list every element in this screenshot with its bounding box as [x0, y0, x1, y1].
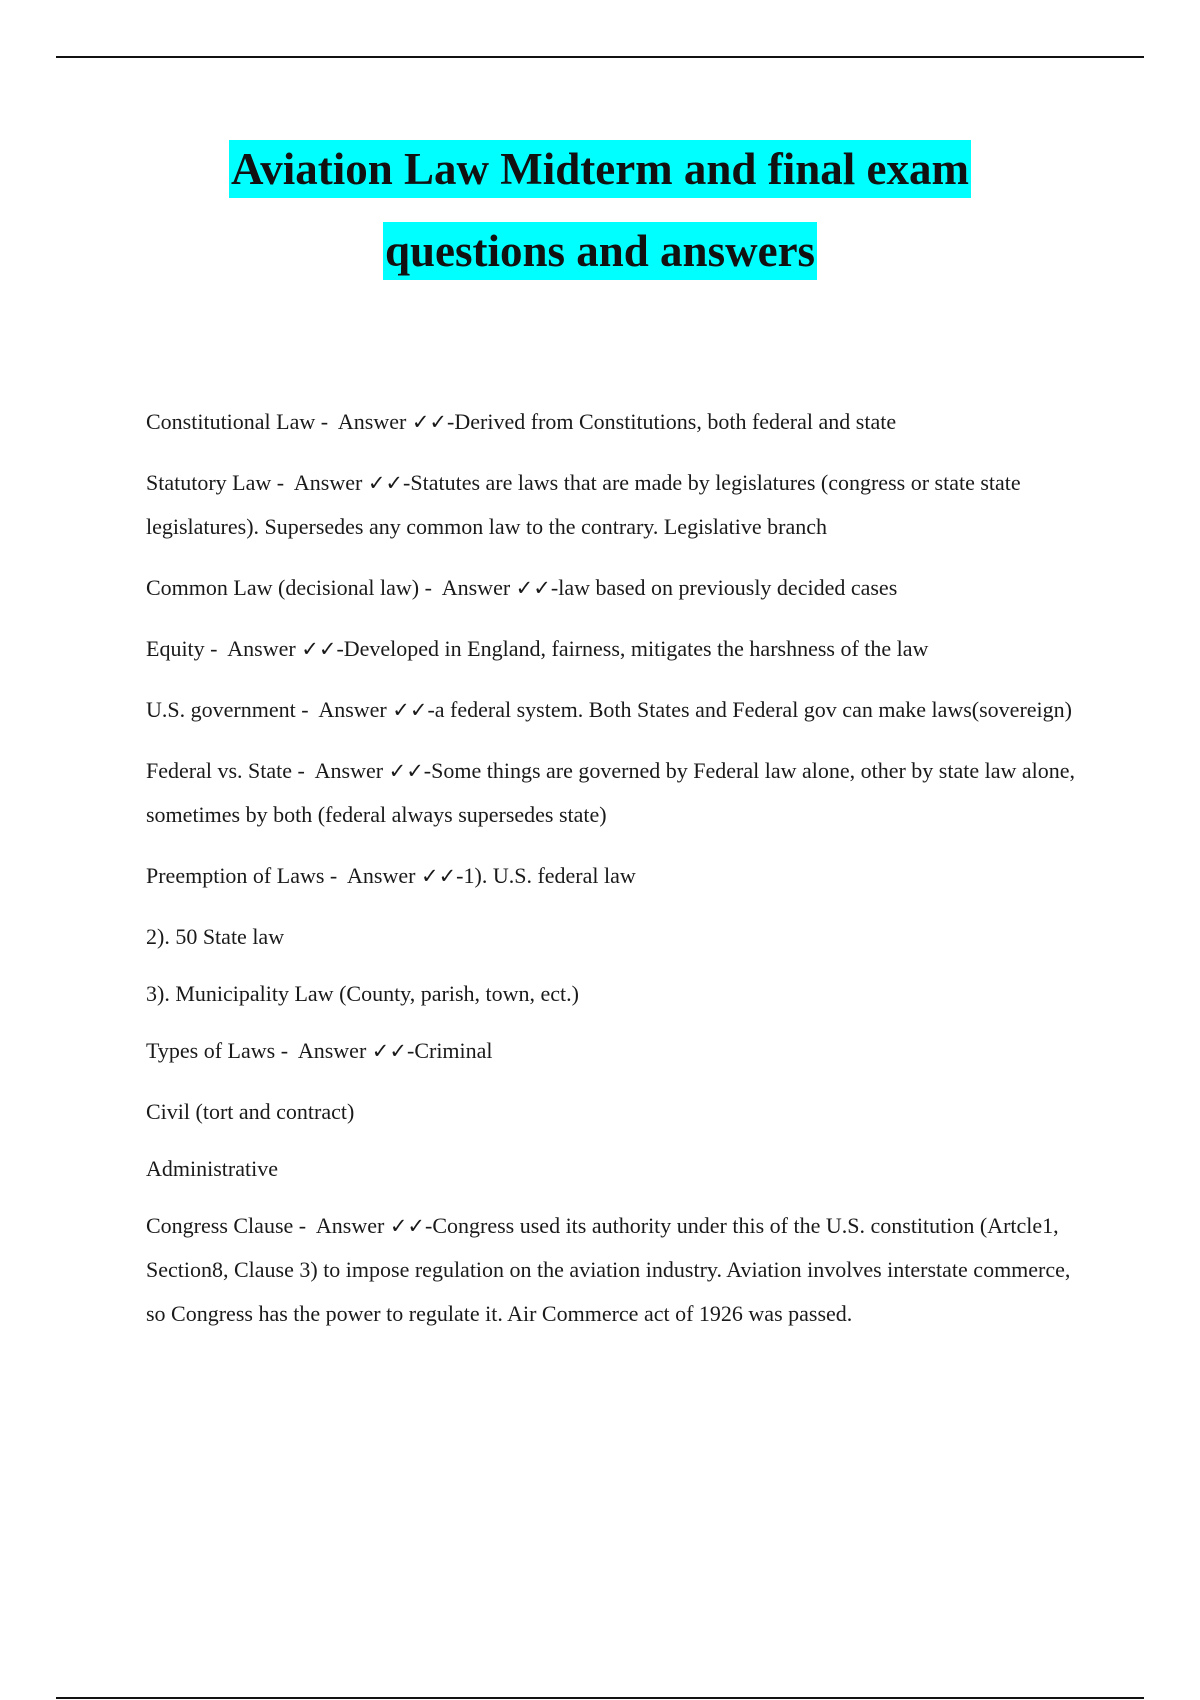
qa-entry: Federal vs. State - Answer ✓✓-Some things are governed by Federal law alone, other by state law alone, sometimes by both (federal always supersedes state): [146, 758, 1076, 827]
answer-label: Answer: [293, 470, 363, 495]
qa-term: Preemption of Laws: [146, 863, 325, 888]
qa-continuation: Civil (tort and contract): [146, 1099, 355, 1124]
double-check-icon: ✓✓: [411, 410, 448, 434]
qa-entry: Statutory Law - Answer ✓✓-Statutes are laws that are made by legislatures (congress or state state legislatures). Supersedes any common law to the contrary. Legislative branch: [146, 470, 1021, 539]
double-check-icon: ✓✓: [371, 1039, 407, 1063]
qa-answer: Some things are governed by Federal law alone, other by state law alone, sometimes by both (federal always supersedes state): [146, 758, 1076, 827]
qa-continuation: 2). 50 State law: [146, 924, 285, 949]
bottom-rule: [56, 1697, 1144, 1699]
qa-entry: Constitutional Law - Answer ✓✓-Derived from Constitutions, both federal and state: [146, 409, 897, 434]
double-check-icon: ✓✓: [515, 576, 551, 600]
answer-label: Answer: [318, 697, 387, 722]
qa-answer: a federal system. Both States and Federal gov can make laws(sovereign): [434, 697, 1072, 722]
answer-label: Answer: [347, 863, 416, 888]
document-title: [0, 140, 1200, 304]
qa-term: Types of Laws: [146, 1038, 276, 1063]
qa-continuation: Administrative: [146, 1156, 278, 1181]
answer-label: Answer: [441, 575, 511, 600]
qa-term: Congress Clause: [146, 1213, 294, 1238]
answer-label: Answer: [314, 758, 384, 783]
qa-entry: Common Law (decisional law) - Answer ✓✓-law based on previously decided cases: [146, 575, 898, 600]
qa-answer: 1). U.S. federal law: [463, 863, 636, 888]
qa-answer: Statutes are laws that are made by legislatures (congress or state state legislatures). Supersedes any common law to the contrary. Legislative branch: [146, 470, 1021, 539]
qa-entry: Congress Clause - Answer ✓✓-Congress used its authority under this of the U.S. constitution (Artcle1, Section8, Clause 3) to impose regulation on the aviation industry. Aviation involves interstate commerce, so Congress has the power to regulate it. Air Commerce act of 1926 was passed.: [146, 1213, 1071, 1326]
qa-list: [146, 400, 1076, 1353]
qa-term: Equity: [146, 636, 205, 661]
qa-entry: Equity - Answer ✓✓-Developed in England, fairness, mitigates the harshness of the law: [146, 636, 929, 661]
qa-answer: Developed in England, fairness, mitigates the harshness of the law: [343, 636, 929, 661]
qa-term: U.S. government: [146, 697, 296, 722]
double-check-icon: ✓✓: [301, 637, 337, 661]
answer-label: Answer: [315, 1213, 385, 1238]
answer-label: Answer: [297, 1038, 367, 1063]
qa-term: Federal vs. State: [146, 758, 293, 783]
title-line-1: Aviation Law Midterm and final exam: [229, 140, 971, 198]
qa-answer: Derived from Constitutions, both federal and state: [454, 409, 897, 434]
qa-entry: Preemption of Laws - Answer ✓✓-1). U.S. federal law: [146, 863, 636, 888]
qa-term: Common Law (decisional law): [146, 575, 420, 600]
qa-answer: Congress used its authority under this of the U.S. constitution (Artcle1, Section8, Clause 3) to impose regulation on the aviation industry. Aviation involves interstate commerce, so Congress has the power to regulate it. Air Commerce act of 1926 was passed.: [146, 1213, 1071, 1326]
answer-label: Answer: [227, 636, 296, 661]
qa-term: Statutory Law: [146, 470, 272, 495]
double-check-icon: ✓✓: [388, 759, 424, 783]
qa-answer: law based on previously decided cases: [558, 575, 898, 600]
qa-answer: Criminal: [414, 1038, 493, 1063]
qa-term: Constitutional Law: [146, 409, 316, 434]
double-check-icon: ✓✓: [420, 864, 457, 888]
qa-continuation: 3). Municipality Law (County, parish, town, ect.): [146, 981, 579, 1006]
top-rule: [56, 56, 1144, 58]
qa-entry: U.S. government - Answer ✓✓-a federal system. Both States and Federal gov can make laws(sovereign): [146, 697, 1072, 722]
double-check-icon: ✓✓: [392, 698, 428, 722]
double-check-icon: ✓✓: [389, 1214, 426, 1238]
answer-label: Answer: [337, 409, 407, 434]
title-line-2: questions and answers: [383, 222, 817, 280]
qa-entry: Types of Laws - Answer ✓✓-Criminal: [146, 1038, 493, 1063]
double-check-icon: ✓✓: [367, 471, 404, 495]
